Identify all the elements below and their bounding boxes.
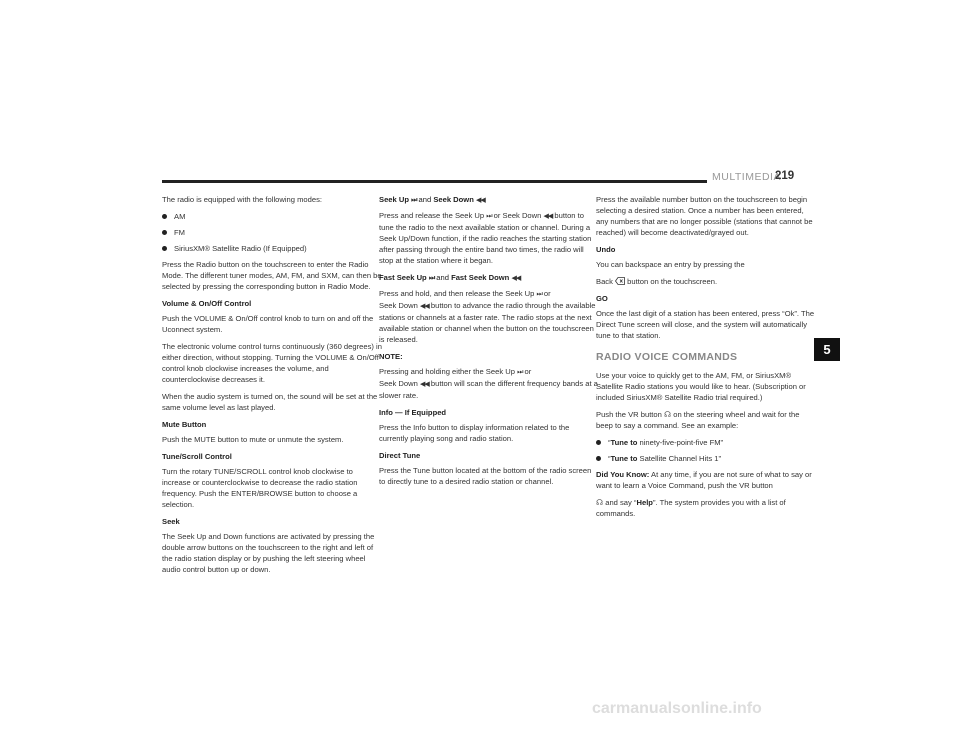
heading-go: GO [596, 294, 608, 303]
heading-fast-seek: Fast Seek Up ⏭ and Fast Seek Down ◀◀ [379, 273, 521, 282]
paragraph: Press and release the Seek Up ⏭ or Seek Down ◀◀ button to tune the radio to the next available station or channel. During a Seek Up/Down function, if the radio reaches the starting station after passing through the entire band two times, the radio will stop at the station where it began. [379, 211, 592, 265]
heading-mute: Mute Button [162, 420, 207, 429]
mode-list-item: SiriusXM® Satellite Radio (If Equipped) [162, 243, 382, 254]
heading-seek: Seek [162, 517, 180, 526]
note-text: Pressing and holding either the Seek Up ⏭ or Seek Down ◀◀ button will scan the different frequency bands at a slower rate. [379, 367, 598, 400]
example-list-item: “Tune to Satellite Channel Hits 1” [596, 453, 816, 464]
seek-up-icon: ⏭ [517, 369, 523, 376]
seek-up-icon: ⏭ [536, 291, 542, 298]
section-heading-voice-commands: RADIO VOICE COMMANDS [596, 351, 738, 363]
paragraph: The electronic volume control turns continuously (360 degrees) in either direction, without stopping. Turning the VOLUME & On/Off control knob clockwise increases the volume, and counterclockwise decreases it. [162, 342, 382, 384]
bullet-icon [162, 230, 167, 235]
watermark: carmanualsonline.info [592, 700, 762, 717]
seek-up-icon: ⏭ [411, 197, 417, 204]
heading-info: Info — If Equipped [379, 408, 447, 417]
voice-recognition-icon: ☊ [663, 410, 672, 419]
note-heading: NOTE: [379, 352, 403, 361]
column-1 [162, 194, 382, 581]
paragraph: Press the Info button to display information related to the currently playing song and radio station. [379, 423, 570, 443]
heading-tune-scroll: Tune/Scroll Control [162, 452, 232, 461]
paragraph: Push the VOLUME & On/Off control knob to turn on and off the Uconnect system. [162, 314, 374, 334]
mode-list-item: FM [162, 227, 382, 238]
bullet-icon [596, 456, 601, 461]
paragraph: The Seek Up and Down functions are activated by pressing the double arrow buttons on the touchscreen to the right and left of the radio station display or by pushing the left steering wheel audio control button up or down. [162, 532, 375, 574]
heading-seek-up-down: Seek Up ⏭ and Seek Down ◀◀ [379, 195, 485, 204]
seek-up-icon: ⏭ [428, 275, 435, 282]
heading-undo: Undo [596, 245, 616, 254]
seek-up-icon: ⏭ [486, 213, 492, 220]
seek-down-icon: ◀◀ [419, 381, 429, 388]
column-3 [596, 194, 816, 525]
paragraph: Turn the rotary TUNE/SCROLL control knob clockwise to increase or counterclockwise to decrease the radio station frequency. Push the ENTER/BROWSE button to choose a selection. [162, 467, 358, 509]
paragraph: ☊ and say “Help”. The system provides you with a list of commands. [596, 498, 786, 518]
heading-volume: Volume & On/Off Control [162, 299, 252, 308]
seek-down-icon: ◀◀ [475, 197, 485, 204]
paragraph: Use your voice to quickly get to the AM, FM, or SiriusXM® Satellite Radio stations you would like to hear. (Subscription or included SiriusXM® Satellite Radio trial required.) [596, 371, 806, 402]
bullet-icon [162, 214, 167, 219]
example-list-item: “Tune to ninety-five-point-five FM” [596, 437, 816, 448]
mode-list-item: AM [162, 211, 382, 222]
paragraph: Back button on the touchscreen. [596, 277, 718, 286]
header-rule [162, 180, 707, 183]
section-title: MULTIMEDIA [712, 171, 781, 183]
heading-direct-tune: Direct Tune [379, 451, 421, 460]
paragraph: Press the Tune button located at the bottom of the radio screen to directly tune to a desired radio station or channel. [379, 466, 592, 486]
seek-down-icon: ◀◀ [543, 213, 553, 220]
paragraph: Push the VR button ☊ on the steering wheel and wait for the beep to say a command. See an example: [596, 410, 800, 430]
did-you-know: Did You Know: At any time, if you are not sure of what to say or want to learn a Voice Command, push the VR button [596, 470, 812, 490]
paragraph: Press the Radio button on the touchscreen to enter the Radio Mode. The different tuner modes, AM, FM, and SXM, can then be selected by pressing the corresponding button in Radio Mode. [162, 260, 382, 291]
column-2 [379, 194, 599, 493]
paragraph: Press the available number button on the touchscreen to begin selecting a desired station. Once a number has been entered, any numbers that are no longer possible (stations that cannot be reached) will become deactivated/grayed out. [596, 195, 813, 237]
backspace-icon [615, 277, 625, 285]
bullet-icon [596, 440, 601, 445]
voice-recognition-icon: ☊ [596, 498, 604, 507]
bullet-icon [162, 246, 167, 251]
paragraph: You can backspace an entry by pressing the [596, 260, 745, 269]
seek-down-icon: ◀◀ [511, 275, 521, 282]
intro-text: The radio is equipped with the following modes: [162, 195, 322, 204]
page-number: 219 [775, 170, 795, 182]
chapter-tab: 5 [814, 338, 840, 361]
paragraph: Press and hold, and then release the Seek Up ⏭ or Seek Down ◀◀ button to advance the radio through the available stations or channels at a faster rate. The radio stops at the next available station or channel when the button on the touchscreen is released. [379, 289, 596, 344]
paragraph: When the audio system is turned on, the sound will be set at the same volume level as last played. [162, 392, 378, 412]
seek-down-icon: ◀◀ [419, 303, 429, 310]
paragraph: Once the last digit of a station has been entered, press “Ok”. The Direct Tune screen will close, and the system will automatically tune to that station. [596, 309, 815, 340]
paragraph: Push the MUTE button to mute or unmute the system. [162, 435, 344, 444]
